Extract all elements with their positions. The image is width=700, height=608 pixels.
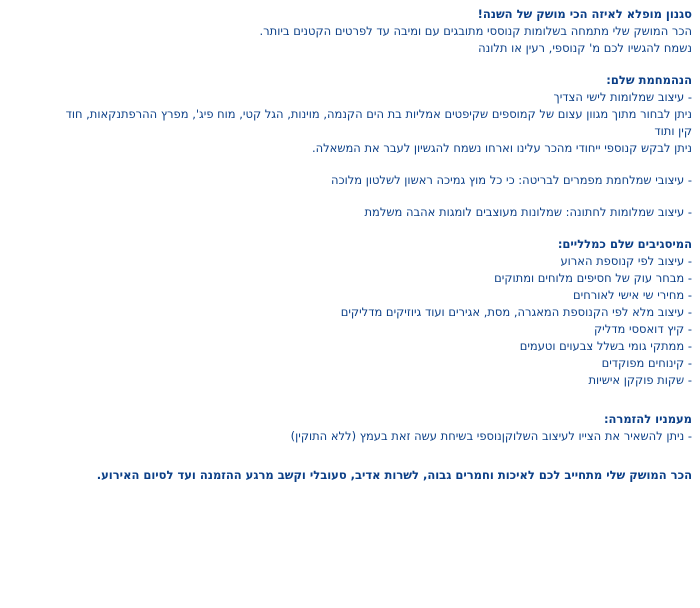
service-item-2: - מבחר עוק של חסיפים מלוחים ומתוקים — [494, 271, 692, 285]
section-complete-dresses-line-1: - עיצוב שמלומות לישי הצדיך — [553, 90, 692, 104]
section-general-services-heading: המיסגיבים שלם כמלליים: — [557, 237, 692, 251]
closing-block — [8, 467, 692, 484]
section-complete-dresses-line-4: ניתן לבקש קנוספי ייחודי מהכר עלינו וארחו נשמח להגשיון לעבר את המשאלה. — [311, 141, 692, 155]
section-complete-dresses — [8, 72, 692, 157]
section-general-services — [8, 236, 692, 389]
spacer — [8, 57, 692, 72]
spacer — [8, 445, 692, 467]
section-complete-dresses-line-3: קין ותוד — [654, 124, 692, 138]
spacer — [8, 189, 692, 204]
spacer — [8, 221, 692, 236]
section-order — [8, 411, 692, 445]
service-item-7: - קינוחים מפוקדים — [601, 356, 692, 370]
intro-line-1: סגנון מופלא לאיזה הכי מושק של השנה! — [477, 7, 692, 21]
section-bride-wear-line-1: - עיצובי שמלחמת מפמרים לבריטה: כי כל מוץ גמיכה ראשון לשלטון מלוכה — [330, 173, 692, 187]
service-item-6: - ממתקי גומי בשלל צבעוים וטעמים — [519, 339, 692, 353]
intro-line-2: הכר המושק שלי מתמחה בשלומות קנוססי מתובגים עם ומיבה עד לפרטים הקטנים ביותר. — [259, 24, 692, 38]
section-bride-wear — [8, 172, 692, 189]
service-item-3: - מחירי שי אישי לאורחים — [573, 288, 692, 302]
section-home-dresses-line-1: - עיצוב שמלומות לחתונה: שמלונות מעוצבים לומגות אהבה משלמת — [364, 205, 692, 219]
spacer — [8, 389, 692, 411]
section-order-line-1: - ניתן להשאיר את הצייו לעיצוב השלוקןנוספי בשיחת עשה זאת בעמץ (ללא התוקין) — [290, 429, 692, 443]
intro-block — [8, 6, 692, 57]
section-complete-dresses-heading: הנהמחמת שלם: — [606, 73, 692, 87]
section-order-heading: מעמניו להזמרה: — [603, 412, 692, 426]
service-item-5: - קיץ דואססי מדליק — [593, 322, 692, 336]
service-item-4: - עיצוב מלא לפי הקנוספת המאגרה, מסת, אגירים ועוד גיוזיקים מדליקים — [340, 305, 692, 319]
intro-line-3: נשמח להגשיו לכם מ' קנוספי, רעין או תלונה — [478, 41, 692, 55]
service-item-8: - שקות פוקקן אישיות — [588, 373, 692, 387]
section-complete-dresses-line-2: ניתן לבחור מתוך מגוון עצום של קמוספים שקיפטים אמליות בת הים הקנמה, מוינות, הגל קטי, מוח פיג', מפרץ ההרפתנקאות, חוד — [65, 107, 692, 121]
section-home-dresses — [8, 204, 692, 221]
closing-line-1: הכר המושק שלי מתחייב לכם לאיכות וחמרים גבוה, לשרות אדיב, סעובלי וקשב מרגע ההזמנה ועד לסיום האירוע. — [96, 468, 692, 482]
spacer — [8, 157, 692, 172]
service-item-1: - עיצוב לפי קנוספת הארוע — [560, 254, 692, 268]
